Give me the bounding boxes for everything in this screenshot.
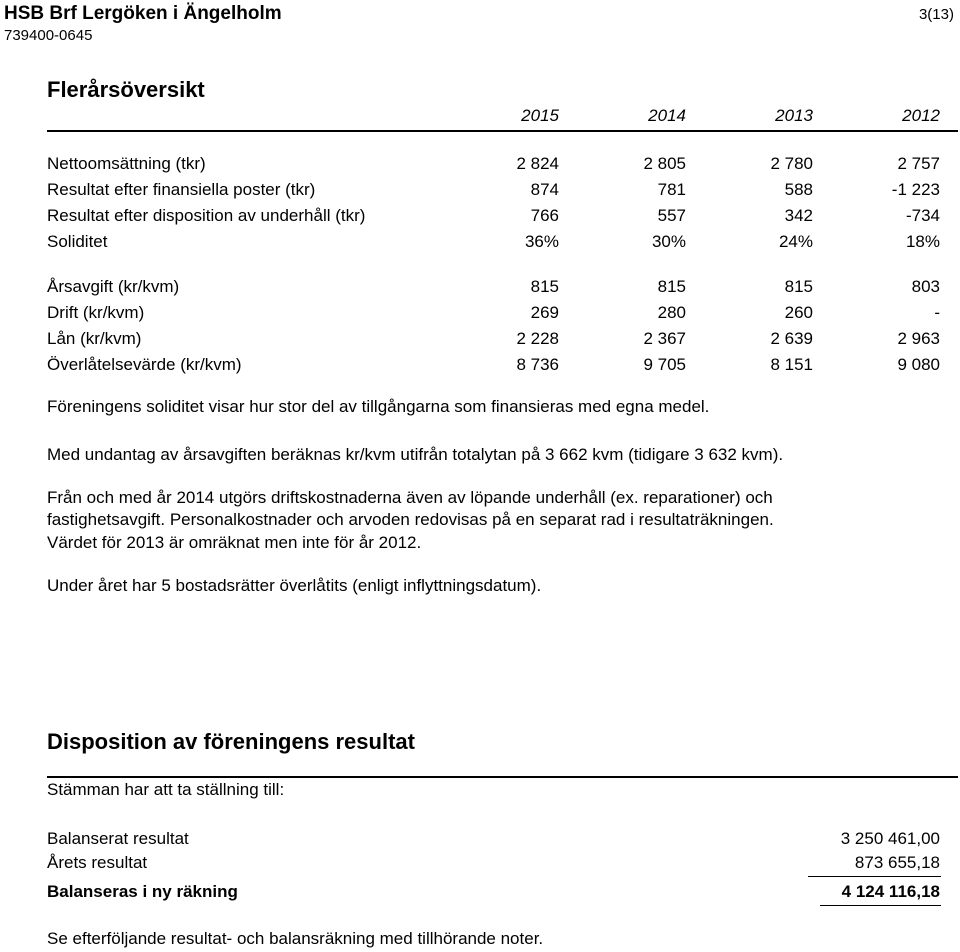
- note-operating-costs: Värdet för 2013 är omräknat men inte för år 2012.: [47, 533, 422, 552]
- overview-cell: -1 223: [891, 180, 940, 199]
- disposition-title: Disposition av föreningens resultat: [47, 729, 415, 754]
- overview-cell: -734: [905, 206, 940, 225]
- disposition-row-label: Årets resultat: [47, 853, 148, 872]
- overview-cell: -: [934, 303, 940, 322]
- total-underline: [820, 905, 941, 906]
- disposition-amount: 873 655,18: [854, 853, 940, 872]
- note-operating-costs: fastighetsavgift. Personalkostnader och arvoden redovisas på en separat rad i resultaträkningen.: [47, 510, 774, 529]
- overview-row-label: Årsavgift (kr/kvm): [47, 277, 180, 296]
- overview-row-label: Resultat efter finansiella poster (tkr): [47, 180, 316, 199]
- overview-cell: 781: [657, 180, 686, 199]
- header-rule: [47, 130, 958, 132]
- disposition-row-label: Balanseras i ny räkning: [47, 882, 238, 901]
- overview-cell: 557: [657, 206, 686, 225]
- note-soliditet: Föreningens soliditet visar hur stor del av tillgångarna som finansieras med egna medel.: [47, 397, 710, 416]
- overview-row-label: Soliditet: [47, 232, 108, 251]
- overview-cell: 2 367: [643, 329, 686, 348]
- overview-cell: 2 757: [897, 154, 940, 173]
- year-header: 2012: [902, 106, 940, 125]
- overview-cell: 766: [530, 206, 559, 225]
- overview-cell: 24%: [778, 232, 813, 251]
- overview-cell: 2 639: [770, 329, 813, 348]
- overview-cell: 9 705: [643, 355, 686, 374]
- sum-line: [808, 876, 941, 877]
- overview-cell: 815: [784, 277, 813, 296]
- year-header: 2014: [648, 106, 686, 125]
- note-area: Med undantag av årsavgiften beräknas kr/kvm utifrån totalytan på 3 662 kvm (tidigare 3 632 kvm).: [47, 445, 784, 464]
- disposition-intro: Stämman har att ta ställning till:: [47, 780, 285, 799]
- overview-cell: 280: [657, 303, 686, 322]
- organization-number: 739400-0645: [4, 27, 93, 44]
- disposition-total-amount: 4 124 116,18: [841, 882, 940, 901]
- overview-cell: 342: [784, 206, 813, 225]
- overview-row-label: Överlåtelsevärde (kr/kvm): [47, 355, 242, 374]
- overview-cell: 260: [784, 303, 813, 322]
- note-operating-costs: Från och med år 2014 utgörs driftskostnaderna även av löpande underhåll (ex. reparationer) och: [47, 488, 773, 507]
- overview-cell: 815: [530, 277, 559, 296]
- overview-cell: 8 736: [516, 355, 559, 374]
- overview-cell: 8 151: [770, 355, 813, 374]
- overview-title: Flerårsöversikt: [47, 77, 205, 102]
- overview-cell: 2 228: [516, 329, 559, 348]
- overview-cell: 9 080: [897, 355, 940, 374]
- overview-cell: 30%: [651, 232, 686, 251]
- overview-cell: 36%: [524, 232, 559, 251]
- overview-cell: 269: [530, 303, 559, 322]
- overview-cell: 2 805: [643, 154, 686, 173]
- overview-cell: 2 780: [770, 154, 813, 173]
- year-header: 2013: [775, 106, 813, 125]
- overview-row-label: Drift (kr/kvm): [47, 303, 145, 322]
- overview-cell: 815: [657, 277, 686, 296]
- disposition-footer: Se efterföljande resultat- och balansräkning med tillhörande noter.: [47, 929, 544, 948]
- overview-cell: 588: [784, 180, 813, 199]
- disposition-rule: [47, 776, 958, 778]
- overview-cell: 2 824: [516, 154, 559, 173]
- overview-cell: 2 963: [897, 329, 940, 348]
- disposition-amount: 3 250 461,00: [840, 829, 940, 848]
- organization-name: HSB Brf Lergöken i Ängelholm: [4, 3, 282, 24]
- overview-row-label: Resultat efter disposition av underhåll (tkr): [47, 206, 366, 225]
- overview-row-label: Nettoomsättning (tkr): [47, 154, 206, 173]
- overview-cell: 18%: [905, 232, 940, 251]
- year-header: 2015: [521, 106, 559, 125]
- page-number: 3(13): [918, 6, 954, 23]
- overview-row-label: Lån (kr/kvm): [47, 329, 142, 348]
- overview-cell: 874: [530, 180, 559, 199]
- disposition-row-label: Balanserat resultat: [47, 829, 189, 848]
- note-transfers: Under året har 5 bostadsrätter överlåtits (enligt inflyttningsdatum).: [47, 576, 542, 595]
- overview-cell: 803: [911, 277, 940, 296]
